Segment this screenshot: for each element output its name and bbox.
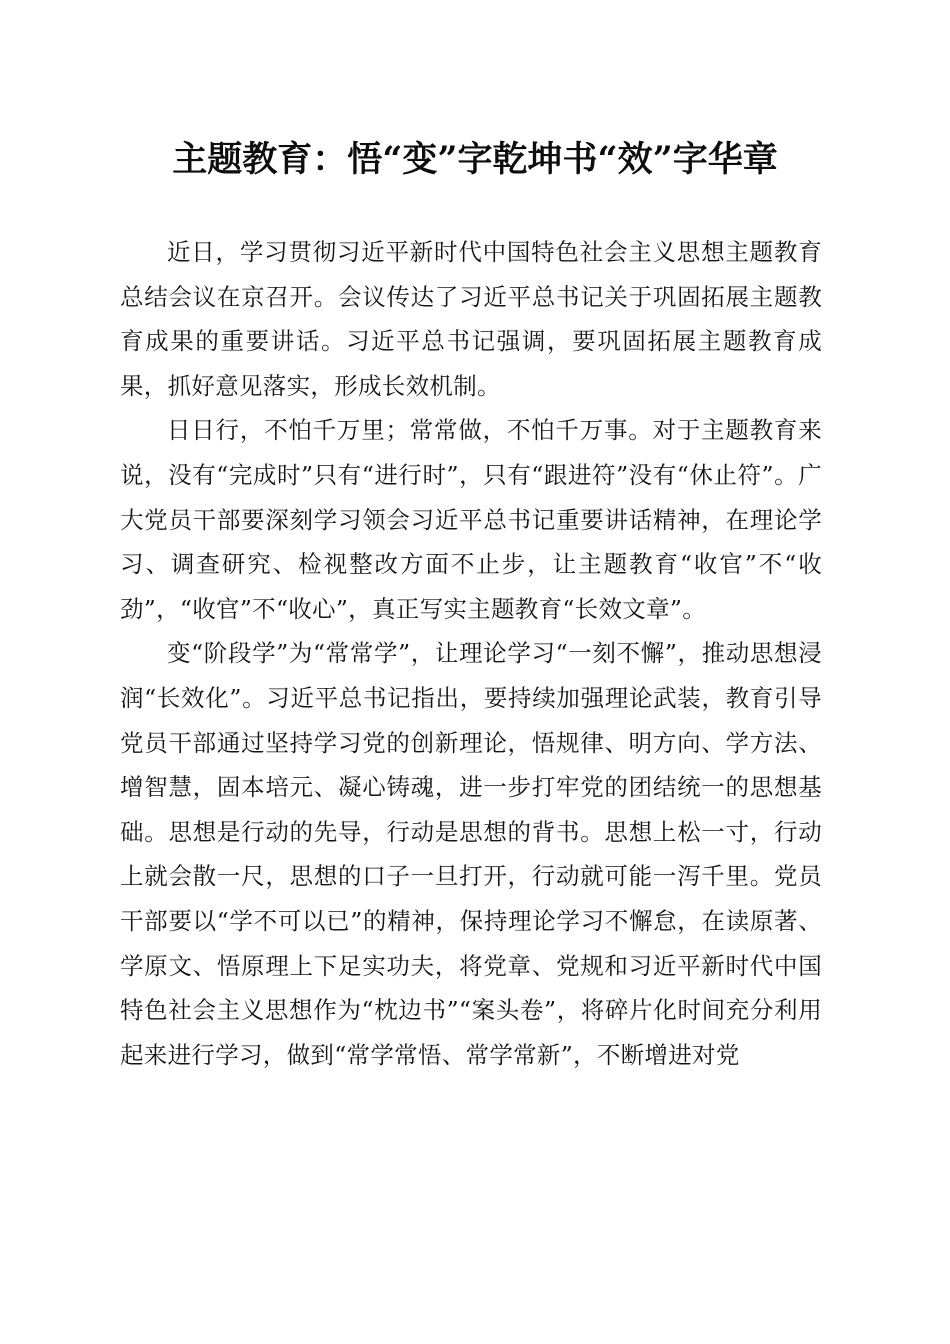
- document-title: 主题教育：悟“变”字乾坤书“效”字华章: [172, 139, 778, 180]
- paragraph-2: 日日行，不怕千万里；常常做，不怕千万事。对于主题教育来说，没有“完成时”只有“进行时”，只有“跟进符”没有“休止符”。广大党员干部要深刻学习领会习近平总书记重要讲话精神，在理论学习、调查研究、检视整改方面不止步，让主题教育“收官”不“收劲”，“收官”不“收心”，真正写实主题教育“长效文章”。: [120, 416, 822, 623]
- paragraph-1: 近日，学习贯彻习近平新时代中国特色社会主义思想主题教育总结会议在京召开。会议传达了习近平总书记关于巩固拓展主题教育成果的重要讲话。习近平总书记强调，要巩固拓展主题教育成果，抓好意见落实，形成长效机制。: [120, 238, 822, 400]
- document-body: [120, 230, 822, 1077]
- paragraph-3: 变“阶段学”为“常常学”，让理论学习“一刻不懈”，推动思想浸润“长效化”。习近平总书记指出，要持续加强理论武装，教育引导党员干部通过坚持学习党的创新理论，悟规律、明方向、学方法、增智慧，固本培元、凝心铸魂，进一步打牢党的团结统一的思想基础。思想是行动的先导，行动是思想的背书。思想上松一寸，行动上就会散一尺，思想的口子一旦打开，行动就可能一泻千里。党员干部要以“学不可以已”的精神，保持理论学习不懈怠，在读原著、学原文、悟原理上下足实功夫，将党章、党规和习近平新时代中国特色社会主义思想作为“枕边书”“案头卷”，将碎片化时间充分利用起来进行学习，做到“常学常悟、常学常新”，不断增进对党: [120, 639, 822, 1069]
